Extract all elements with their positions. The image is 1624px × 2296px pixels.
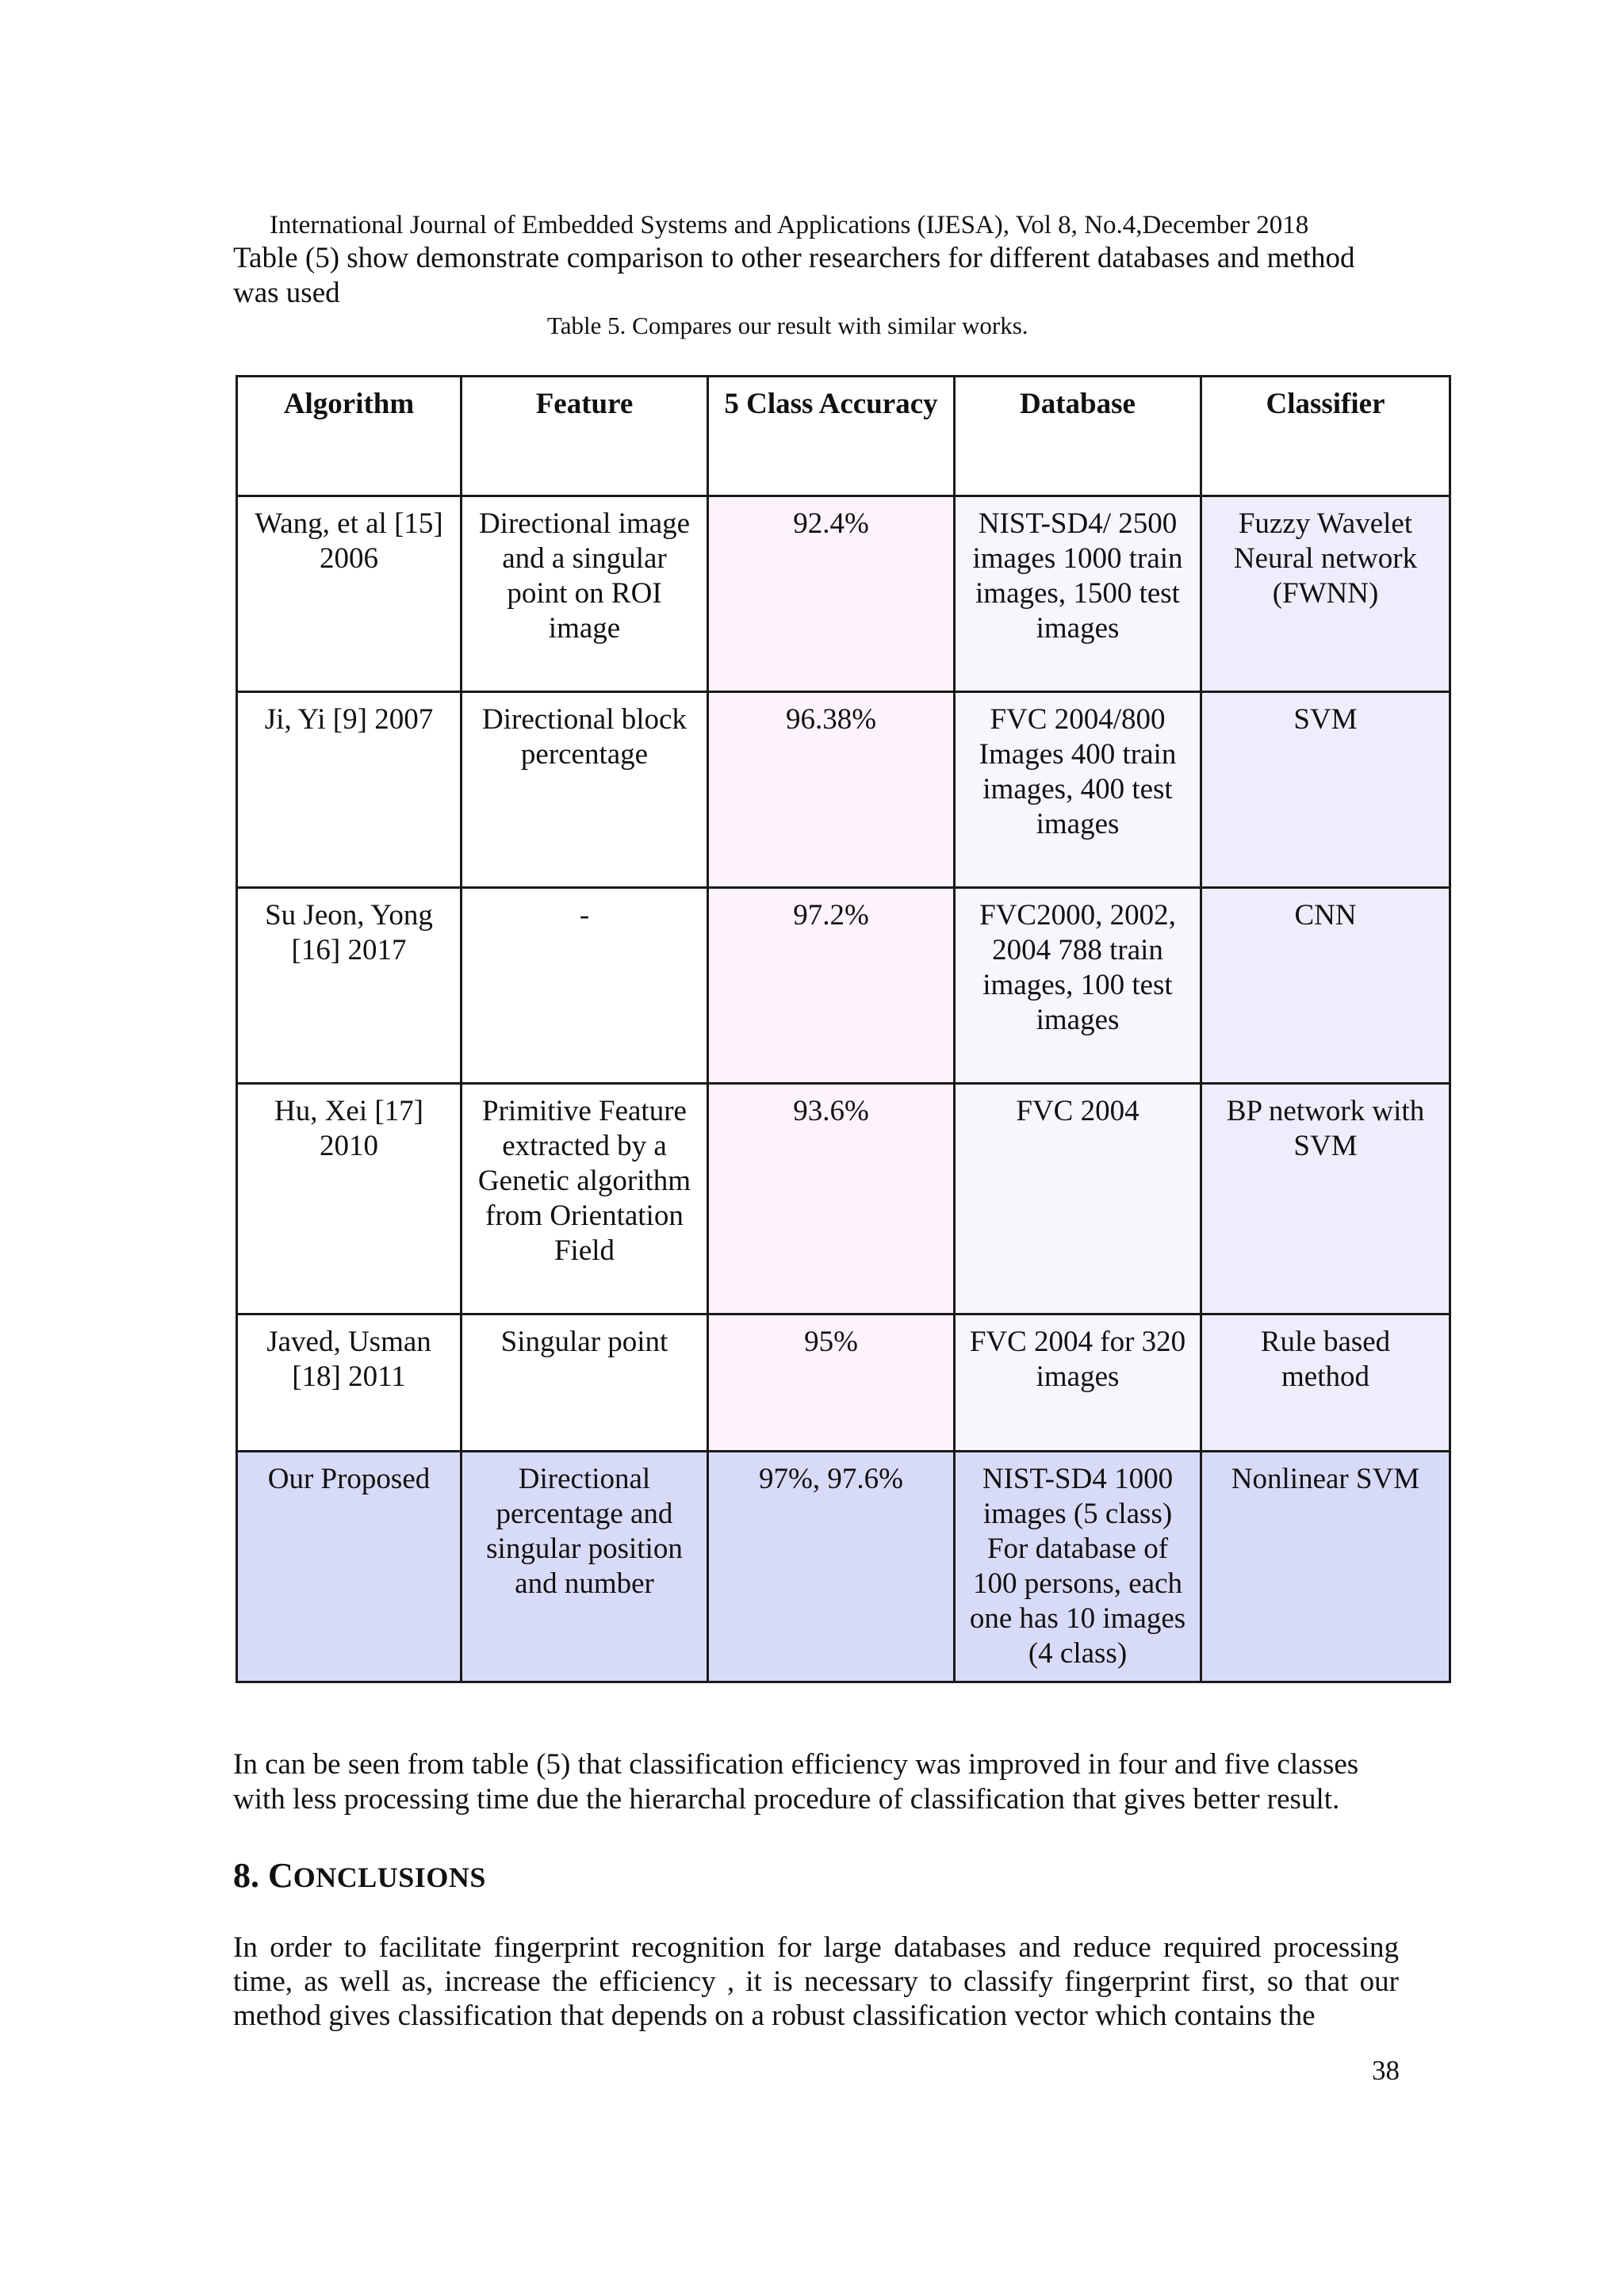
cell-database: NIST-SD4/ 2500 images 1000 train images, 1500 test images xyxy=(955,496,1201,692)
section-title-initial: C xyxy=(268,1856,293,1895)
cell-feature: Directional block percentage xyxy=(462,692,708,888)
header-algorithm: Algorithm xyxy=(237,377,462,496)
header-accuracy: 5 Class Accuracy xyxy=(708,377,955,496)
cell-accuracy: 93.6% xyxy=(708,1084,955,1314)
table-row xyxy=(237,496,1450,692)
section-number: 8. xyxy=(233,1856,259,1895)
conclusion-paragraph: In order to facilitate fingerprint recognition for large databases and reduce required processing time, as well as, increase the efficiency , it is necessary to classify fingerprint first, so that our method gives classification that depends on a robust classification vector which contains the xyxy=(233,1931,1399,2032)
cell-algorithm: Our Proposed xyxy=(237,1452,462,1682)
table-row xyxy=(237,888,1450,1084)
cell-accuracy: 96.38% xyxy=(708,692,955,888)
cell-classifier: Rule based method xyxy=(1201,1314,1450,1452)
section-heading xyxy=(233,1855,486,1898)
cell-algorithm: Javed, Usman [18] 2011 xyxy=(237,1314,462,1452)
cell-feature: Primitive Feature extracted by a Genetic algorithm from Orientation Field xyxy=(462,1084,708,1314)
table-row xyxy=(237,692,1450,888)
table-caption: Table 5. Compares our result with similar works. xyxy=(547,312,1028,339)
cell-accuracy: 97%, 97.6% xyxy=(708,1452,955,1682)
intro-paragraph: Table (5) show demonstrate comparison to other researchers for different databases and method was used xyxy=(233,242,1355,309)
cell-database: FVC 2004/800 Images 400 train images, 400 test images xyxy=(955,692,1201,888)
cell-feature: Directional percentage and singular position and number xyxy=(462,1452,708,1682)
table-row-proposed xyxy=(237,1452,1450,1682)
cell-accuracy: 97.2% xyxy=(708,888,955,1084)
cell-algorithm: Wang, et al [15] 2006 xyxy=(237,496,462,692)
cell-algorithm: Ji, Yi [9] 2007 xyxy=(237,692,462,888)
cell-feature: - xyxy=(462,888,708,1084)
table-row xyxy=(237,1084,1450,1314)
section-title-rest: ONCLUSIONS xyxy=(293,1862,486,1893)
cell-database: FVC2000, 2002, 2004 788 train images, 100 test images xyxy=(955,888,1201,1084)
cell-feature: Singular point xyxy=(462,1314,708,1452)
results-paragraph: In can be seen from table (5) that classification efficiency was improved in four and five classes with less processing time due the hierarchal procedure of classification that gives better result. xyxy=(233,1748,1359,1816)
cell-feature: Directional image and a singular point on ROI image xyxy=(462,496,708,692)
cell-classifier: SVM xyxy=(1201,692,1450,888)
journal-header: International Journal of Embedded Systems and Applications (IJESA), Vol 8, No.4,December 2018 xyxy=(270,211,1309,239)
header-classifier: Classifier xyxy=(1201,377,1450,496)
cell-classifier: Nonlinear SVM xyxy=(1201,1452,1450,1682)
cell-classifier: BP network with SVM xyxy=(1201,1084,1450,1314)
header-feature: Feature xyxy=(462,377,708,496)
cell-algorithm: Su Jeon, Yong [16] 2017 xyxy=(237,888,462,1084)
cell-classifier: CNN xyxy=(1201,888,1450,1084)
cell-database: FVC 2004 for 320 images xyxy=(955,1314,1201,1452)
comparison-table xyxy=(236,375,1451,1683)
cell-database: NIST-SD4 1000 images (5 class) For database of 100 persons, each one has 10 images (4 class) xyxy=(955,1452,1201,1682)
page-number: 38 xyxy=(1372,2055,1400,2086)
cell-algorithm: Hu, Xei [17] 2010 xyxy=(237,1084,462,1314)
cell-accuracy: 95% xyxy=(708,1314,955,1452)
cell-accuracy: 92.4% xyxy=(708,496,955,692)
cell-database: FVC 2004 xyxy=(955,1084,1201,1314)
header-database: Database xyxy=(955,377,1201,496)
table-row xyxy=(237,1314,1450,1452)
table-header-row xyxy=(237,377,1450,496)
cell-classifier: Fuzzy Wavelet Neural network (FWNN) xyxy=(1201,496,1450,692)
